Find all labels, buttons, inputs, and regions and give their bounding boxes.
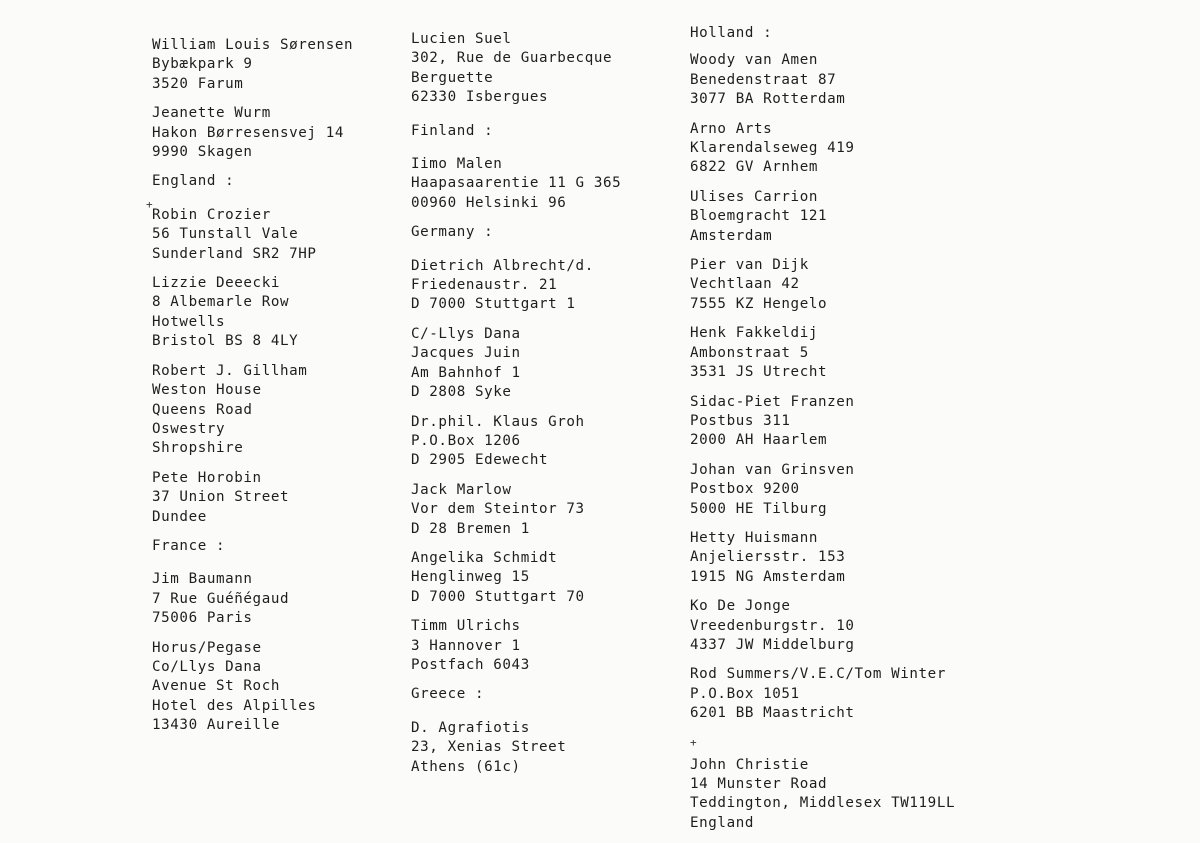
- address-line: 3 Hannover 1: [411, 637, 521, 654]
- address-line: Am Bahnhof 1: [411, 364, 521, 381]
- address-line: Berguette: [411, 69, 494, 86]
- country-heading: Germany :: [411, 224, 494, 241]
- address-entry: [690, 597, 1000, 655]
- address-line: D 7000 Stuttgart 1: [411, 296, 576, 313]
- contact-name: Lucien Suel: [411, 31, 512, 47]
- address-line: 7555 KZ Hengelo: [690, 295, 828, 312]
- address-line: 2000 AH Haarlem: [690, 432, 828, 449]
- address-entry: [690, 461, 1000, 519]
- address-entry: [690, 256, 1000, 314]
- address-entry: [690, 120, 1000, 178]
- contact-name: John Christie: [690, 756, 809, 773]
- address-line: Teddington, Middlesex TW119LL: [690, 795, 956, 812]
- address-entry: [152, 570, 402, 628]
- address-line: 7 Rue Guéñégaud: [152, 590, 290, 607]
- address-line: 3531 JS Utrecht: [690, 364, 828, 381]
- address-entry: [411, 30, 681, 108]
- address-entry: [152, 274, 402, 352]
- contact-name: Dietrich Albrecht/d.: [411, 257, 594, 274]
- address-line: 23, Xenias Street: [411, 739, 567, 756]
- address-line: D 28 Bremen 1: [411, 520, 530, 537]
- address-line: D 2905 Edewecht: [411, 452, 549, 469]
- address-entry: [411, 413, 681, 471]
- address-line: Hakon Børresensvej 14: [152, 124, 344, 141]
- address-line: 14 Munster Road: [690, 776, 828, 792]
- address-entry: [411, 617, 681, 675]
- address-entry: [411, 257, 681, 315]
- address-line: D 2808 Syke: [411, 384, 512, 401]
- address-column-2: [411, 30, 681, 787]
- address-line: 00960 Helsinki 96: [411, 194, 567, 211]
- address-line: Henglinweg 15: [411, 569, 530, 586]
- address-entry: [690, 756, 1000, 834]
- contact-name: Jeanette Wurm: [152, 105, 271, 122]
- address-line: 8 Albemarle Row: [152, 294, 290, 311]
- contact-name: Henk Fakkeldij: [690, 325, 818, 342]
- contact-name: Hetty Huismann: [690, 529, 818, 546]
- address-column-3: [690, 24, 1000, 843]
- address-line: Dundee: [152, 508, 207, 525]
- address-line: Queens Road: [152, 401, 253, 418]
- address-line: Weston House: [152, 382, 262, 399]
- contact-name: Rod Summers/V.E.C/Tom Winter: [690, 666, 946, 683]
- address-entry: [152, 362, 402, 459]
- contact-name: Ulises Carrion: [690, 188, 818, 205]
- address-line: 302, Rue de Guarbecque: [411, 50, 613, 67]
- contact-name: Horus/Pegase: [152, 639, 262, 656]
- address-line: Vechtlaan 42: [690, 276, 800, 293]
- contact-name: D. Agrafiotis: [411, 719, 530, 736]
- contact-name: William Louis Sørensen: [152, 37, 354, 53]
- address-entry: [411, 549, 681, 607]
- contact-name: Sidac-Piet Franzen: [690, 393, 855, 410]
- address-entry: [690, 665, 1000, 723]
- margin-mark: +: [690, 736, 697, 749]
- address-line: England: [690, 814, 754, 831]
- address-line: 62330 Isbergues: [411, 89, 549, 106]
- address-line: 3520 Farum: [152, 75, 244, 92]
- contact-name: Ko De Jonge: [690, 598, 791, 615]
- address-entry: [411, 155, 681, 213]
- address-entry: [411, 719, 681, 777]
- address-line: 4337 JW Middelburg: [690, 636, 855, 653]
- contact-name: Jack Marlow: [411, 481, 512, 498]
- address-line: Vor dem Steintor 73: [411, 501, 585, 518]
- address-line: 6201 BB Maastricht: [690, 705, 855, 722]
- address-entry: [690, 188, 1000, 246]
- address-entry: [690, 393, 1000, 451]
- address-entry: [152, 469, 402, 527]
- contact-name: Johan van Grinsven: [690, 461, 855, 478]
- address-entry: [411, 325, 681, 403]
- contact-name: Angelika Schmidt: [411, 549, 558, 566]
- address-line: Postbox 9200: [690, 481, 800, 498]
- address-line: Bybækpark 9: [152, 56, 253, 73]
- address-line: 13430 Aureille: [152, 717, 280, 734]
- address-line: 6822 GV Arnhem: [690, 159, 818, 176]
- address-entry: [411, 481, 681, 539]
- address-line: Benedenstraat 87: [690, 71, 837, 88]
- contact-name: Robert J. Gillham: [152, 362, 308, 379]
- contact-name: Robin Crozier: [152, 206, 271, 223]
- contact-name: Iimo Malen: [411, 156, 503, 173]
- contact-name: C/-Llys Dana: [411, 325, 521, 342]
- address-line: D 7000 Stuttgart 70: [411, 588, 585, 605]
- address-line: Oswestry: [152, 420, 226, 437]
- address-entry: [152, 206, 402, 264]
- address-entry: [690, 324, 1000, 382]
- address-line: Haapasaarentie 11 G 365: [411, 175, 622, 192]
- address-line: Sunderland SR2 7HP: [152, 245, 317, 262]
- country-heading: England :: [152, 173, 235, 190]
- address-entry: [690, 51, 1000, 109]
- address-line: 75006 Paris: [152, 610, 253, 627]
- contact-name: Dr.phil. Klaus Groh: [411, 413, 585, 430]
- address-line: Co/Llys Dana: [152, 658, 262, 675]
- address-line: 3077 BA Rotterdam: [690, 91, 846, 108]
- address-line: Hotel des Alpilles: [152, 697, 317, 714]
- address-line: Klarendalseweg 419: [690, 140, 855, 157]
- contact-name: Lizzie Deeecki: [152, 275, 280, 292]
- margin-mark: +: [146, 198, 153, 211]
- address-line: Ambonstraat 5: [690, 344, 809, 361]
- address-line: 1915 NG Amsterdam: [690, 568, 846, 585]
- address-line: Amsterdam: [690, 227, 773, 244]
- contact-name: Pier van Dijk: [690, 257, 809, 274]
- contact-name: Timm Ulrichs: [411, 618, 521, 635]
- address-column-1: [152, 36, 402, 746]
- address-entry: [152, 639, 402, 736]
- country-heading: Greece :: [411, 686, 485, 703]
- address-line: Shropshire: [152, 440, 244, 457]
- address-entry: [152, 36, 402, 94]
- address-line: Friedenaustr. 21: [411, 277, 558, 294]
- contact-name: Arno Arts: [690, 120, 773, 137]
- address-line: 37 Union Street: [152, 489, 290, 506]
- address-line: Athens (61c): [411, 758, 521, 775]
- address-line: Avenue St Roch: [152, 678, 280, 695]
- address-line: P.O.Box 1051: [690, 685, 800, 702]
- address-line: Postfach 6043: [411, 656, 530, 673]
- address-line: Hotwells: [152, 313, 226, 330]
- contact-name: Jim Baumann: [152, 571, 253, 588]
- address-line: 5000 HE Tilburg: [690, 500, 828, 517]
- address-line: 56 Tunstall Vale: [152, 226, 299, 243]
- address-entry: [690, 529, 1000, 587]
- address-line: Anjeliersstr. 153: [690, 549, 846, 566]
- country-heading: France :: [152, 537, 226, 554]
- address-line: Bristol BS 8 4LY: [152, 333, 299, 350]
- address-entry: [152, 104, 402, 162]
- address-line: Vreedenburgstr. 10: [690, 617, 855, 634]
- address-line: P.O.Box 1206: [411, 432, 521, 449]
- country-heading: Finland :: [411, 122, 494, 139]
- contact-name: Pete Horobin: [152, 469, 262, 486]
- address-line: Bloemgracht 121: [690, 208, 828, 225]
- address-line: Jacques Juin: [411, 345, 521, 362]
- contact-name: Woody van Amen: [690, 52, 818, 69]
- country-heading: Holland :: [690, 25, 773, 41]
- address-line: Postbus 311: [690, 412, 791, 429]
- address-line: 9990 Skagen: [152, 144, 253, 161]
